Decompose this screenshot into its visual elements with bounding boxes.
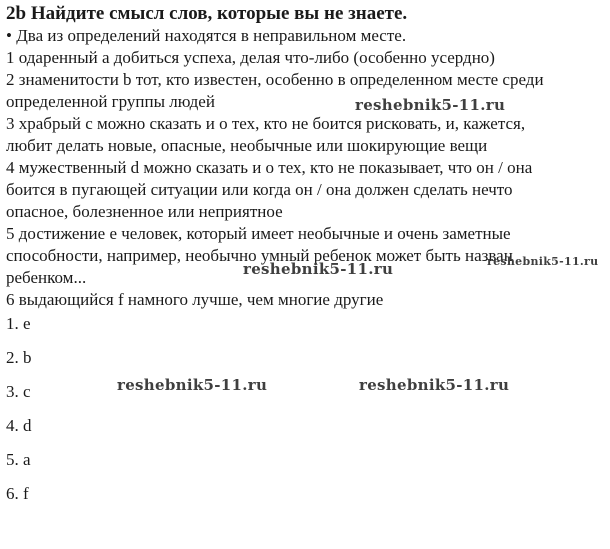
definition-line-4-cont-2: опасное, болезненное или неприятное [6,202,283,221]
exercise-heading: 2b Найдите смысл слов, которые вы не знаете. [6,3,408,24]
definition-line-5-cont-1: способности, например, необычно умный ребенок может быть назван [6,246,513,265]
definition-line-2-cont: определенной группы людей [6,92,215,111]
definition-line-5: 5 достижение e человек, который имеет необычные и очень заметные [6,224,511,243]
watermark: reshebnik5-11.ru [243,260,394,278]
definition-line-1: 1 одаренный a добиться успеха, делая что-либо (особенно усердно) [6,48,495,67]
definition-line-3: 3 храбрый c можно сказать и о тех, кто не боится рисковать, и, кажется, [6,114,526,133]
answer-item: 1. e [6,314,31,333]
watermark: reshebnik5-11.ru [355,96,506,114]
definition-line-2: 2 знаменитости b тот, кто известен, особенно в определенном месте среди [6,70,544,89]
definition-line-4: 4 мужественный d можно сказать и о тех, кто не показывает, что он / она [6,158,533,177]
answer-list [6,314,32,518]
definition-line-3-cont: любит делать новые, опасные, необычные или шокирующие вещи [6,136,488,155]
definition-line-6: 6 выдающийся f намного лучше, чем многие другие [6,290,384,309]
definition-line-5-cont-2: ребенком... [6,268,87,287]
definition-line-4-cont-1: боится в пугающей ситуации или когда он / она должен сделать нечто [6,180,513,199]
watermark: reshebnik5-11.ru [359,376,510,394]
answer-item: 6. f [6,484,29,503]
instruction-line: • Два из определений находятся в неправильном месте. [6,26,407,45]
watermark: reshebnik5-11.ru [487,255,599,268]
watermark: reshebnik5-11.ru [117,376,268,394]
answer-item: 3. c [6,382,31,401]
answer-item: 5. a [6,450,31,469]
answer-item: 4. d [6,416,32,435]
answer-item: 2. b [6,348,32,367]
